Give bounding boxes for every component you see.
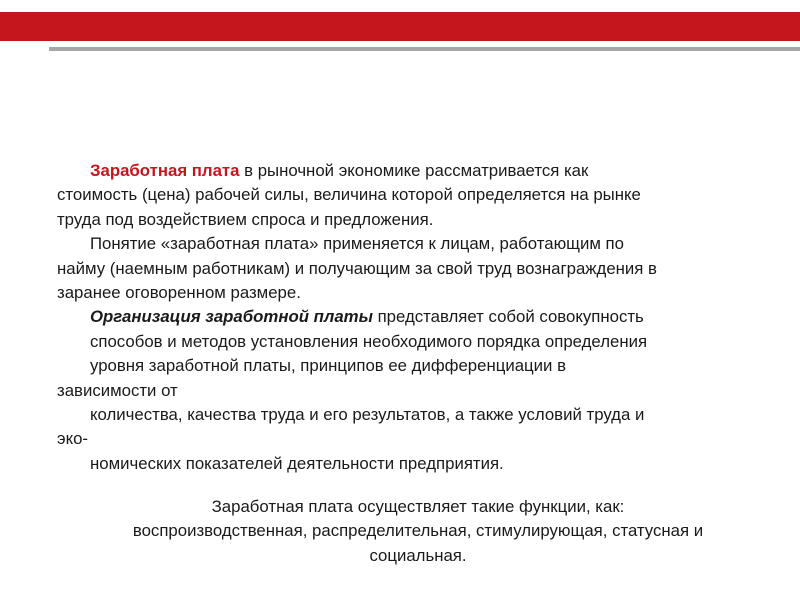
paragraph-3-line-1: Организация заработной платы представляет собой совокупность xyxy=(90,307,644,327)
functions-text xyxy=(57,495,779,568)
functions-line-2: воспроизводственная, распределительная, стимулирующая, статусная и xyxy=(132,521,704,541)
paragraph-1-line-1: Заработная плата в рыночной экономике рассматривается как xyxy=(90,161,589,180)
paragraph-2-line-3: заранее оговоренном размере. xyxy=(57,283,301,303)
paragraph-1-line-3: труда под воздействием спроса и предложения. xyxy=(57,209,434,229)
paragraph-2-line-1: Понятие «заработная плата» применяется к лицам, работающим по xyxy=(90,234,624,254)
header-divider xyxy=(49,47,800,51)
paragraph-3-line-2: способов и методов установления необходимого порядка определения xyxy=(90,331,648,351)
term-wage-organization: Организация заработной платы xyxy=(90,307,373,327)
functions-line-3: социальная. xyxy=(369,545,467,565)
paragraph-3-line-3: уровня заработной платы, принципов ее дифференциации в xyxy=(90,356,566,376)
paragraph-3-line-6: эко- xyxy=(57,429,89,449)
paragraph-3-line-7: номических показателей деятельности предприятия. xyxy=(90,453,504,473)
functions-line-1: Заработная плата осуществляет такие функции, как: xyxy=(211,497,625,516)
header-bar xyxy=(0,12,800,41)
paragraph-2-line-2: найму (наемным работникам) и получающим за свой труд вознаграждения в xyxy=(57,258,657,278)
main-text xyxy=(57,159,779,476)
paragraph-1-line-2: стоимость (цена) рабочей силы, величина которой определяется на рынке xyxy=(57,185,641,205)
paragraph-3-line-5: количества, качества труда и его результатов, а также условий труда и xyxy=(90,405,645,425)
paragraph-3-line-4: зависимости от xyxy=(57,380,178,400)
term-wages: Заработная плата xyxy=(90,161,240,180)
